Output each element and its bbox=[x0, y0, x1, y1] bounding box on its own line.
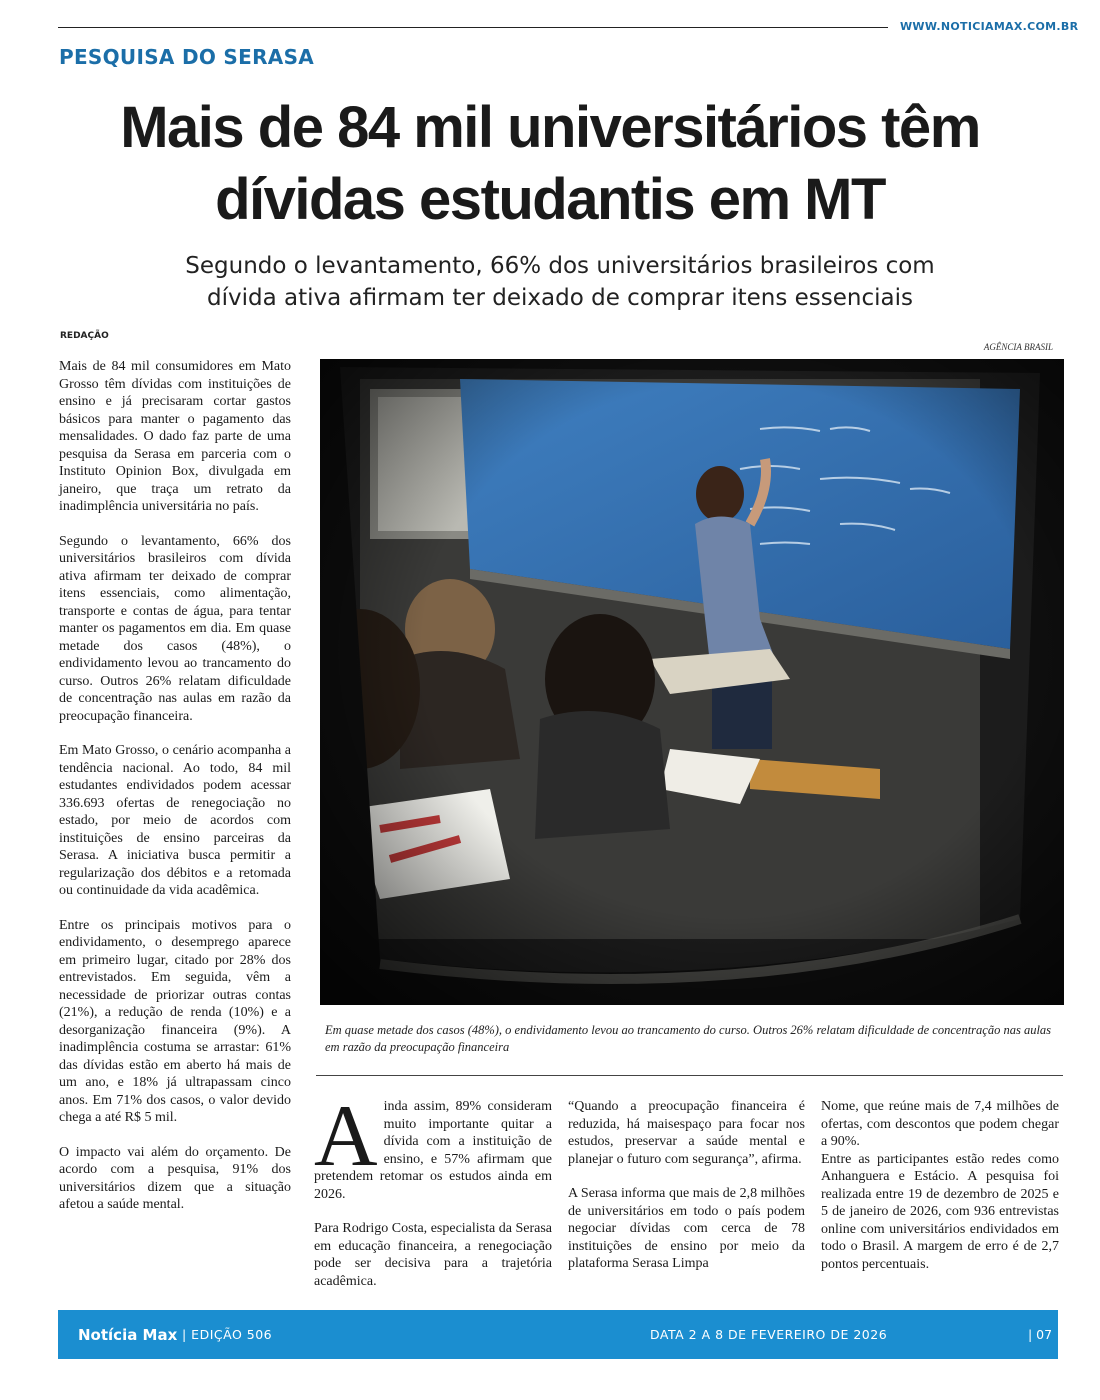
paragraph: Segundo o levantamento, 66% dos universitários brasileiros com dívida ativa afirmam ter deixado de comprar itens essenciais, como alimentação, transporte e contas de água, para tentar manter os pagamentos em dia. Em quase metade dos casos (48%), o endividamento levou ao trancamento do curso. Outros 26% relatam dificuldade de concentração nas aulas em razão da preocupação financeira. bbox=[59, 533, 291, 724]
footer-edition: | EDIÇÃO 506 bbox=[182, 1327, 273, 1342]
article-column-b bbox=[568, 1098, 805, 1290]
headline bbox=[40, 92, 1060, 236]
footer-date: DATA 2 A 8 DE FEVEREIRO DE 2026 bbox=[650, 1327, 888, 1342]
footer-page-number: | 07 bbox=[1028, 1327, 1053, 1342]
headline-line-1: Mais de 84 mil universitários têm bbox=[120, 95, 980, 160]
subheadline bbox=[60, 250, 1060, 314]
paragraph: Entre os principais motivos para o endividamento, o desemprego aparece em primeiro lugar, citado por 28% dos entrevistados. Em seguida, vêm a necessidade de priorizar outras contas (21%), a redução de renda (10%) e a desorganização financeira (9%). A inadimplência costuma se arrastar: 61% das dívidas estão em aberto há mais de um ano, e 18% já ultrapassam cinco anos. Em 71% dos casos, o valor devido chega a até R$ 5 mil. bbox=[59, 917, 291, 1125]
photo-caption: Em quase metade dos casos (48%), o endividamento levou ao trancamento do curso. Outros 26% relatam dificuldade de concentração nas aulas em razão da preocupação financeira bbox=[325, 1023, 1052, 1054]
paragraph: Nome, que reúne mais de 7,4 milhões de ofertas, com descontos que podem chegar a 90%. bbox=[821, 1099, 1059, 1149]
site-url[interactable]: WWW.NOTICIAMAX.COM.BR bbox=[900, 20, 1079, 33]
top-rule bbox=[58, 27, 888, 28]
caption-rule bbox=[316, 1075, 1063, 1076]
paragraph: Entre as participantes estão redes como Anhanguera e Estácio. A pesquisa foi realizada entre 19 de dezembro de 2025 e 5 de janeiro de 2026, com 936 entrevistas online com universitários endividados em todo o Brasil. A margem de erro é de 2,7 pontos percentuais. bbox=[821, 1151, 1059, 1272]
article-column-c bbox=[821, 1098, 1059, 1290]
subhead-line-2: dívida ativa afirmam ter deixado de comprar itens essenciais bbox=[206, 285, 913, 311]
drop-cap: A bbox=[314, 1088, 378, 1185]
paragraph: “Quando a preocupação financeira é reduzida, há maisespaço para focar nos estudos, preservar a saúde mental e planejar o futuro com segurança”, afirma. bbox=[568, 1099, 805, 1167]
photo-credit: AGÊNCIA BRASIL bbox=[983, 342, 1053, 352]
classroom-photo bbox=[320, 359, 1064, 1005]
article-column-left bbox=[59, 358, 291, 1231]
classroom-photo-illustration bbox=[320, 359, 1064, 1005]
footer-brand: Notícia Max bbox=[78, 1326, 178, 1344]
headline-line-2: dívidas estudantis em MT bbox=[215, 167, 885, 232]
paragraph: Mais de 84 mil consumidores em Mato Grosso têm dívidas com instituições de ensino e já precisaram cortar gastos básicos para manter o pagamento das mensalidades. O dado faz parte de uma pesquisa da Serasa em parceria com o Instituto Opinion Box, divulgada em janeiro, que traça um retrato da inadimplência universitária no país. bbox=[59, 359, 291, 514]
paragraph: Para Rodrigo Costa, especialista da Serasa em educação financeira, a renegociação pode ser decisiva para a trajetória acadêmica. bbox=[314, 1221, 552, 1289]
paragraph bbox=[314, 1088, 552, 1203]
paragraph-text: inda assim, 89% consideram muito importante quitar a dívida com a instituição de ensino, e 57% afirmam que pretendem retomar os estudos ainda em 2026. bbox=[314, 1099, 552, 1202]
paragraph: A Serasa informa que mais de 2,8 milhões de universitários em todo o país podem negociar dívidas com cerca de 78 instituições de ensino por meio da plataforma Serasa Limpa bbox=[568, 1186, 805, 1271]
paragraph: Em Mato Grosso, o cenário acompanha a tendência nacional. Ao todo, 84 mil estudantes endividados podem acessar 336.693 ofertas de renegociação no estado, por meio de acordos com instituições de ensino parceiras da Serasa. A iniciativa busca permitir a regularização dos débitos e a retomada ou continuidade da vida acadêmica. bbox=[59, 743, 291, 898]
article-column-a bbox=[314, 1088, 552, 1307]
section-kicker: PESQUISA DO SERASA bbox=[59, 45, 315, 69]
byline: REDAÇÃO bbox=[60, 331, 109, 341]
paragraph: O impacto vai além do orçamento. De acordo com a pesquisa, 91% dos universitários dizem que a situação afetou a saúde mental. bbox=[59, 1144, 291, 1212]
page-footer bbox=[58, 1310, 1058, 1359]
subhead-line-1: Segundo o levantamento, 66% dos universitários brasileiros com bbox=[185, 253, 935, 279]
